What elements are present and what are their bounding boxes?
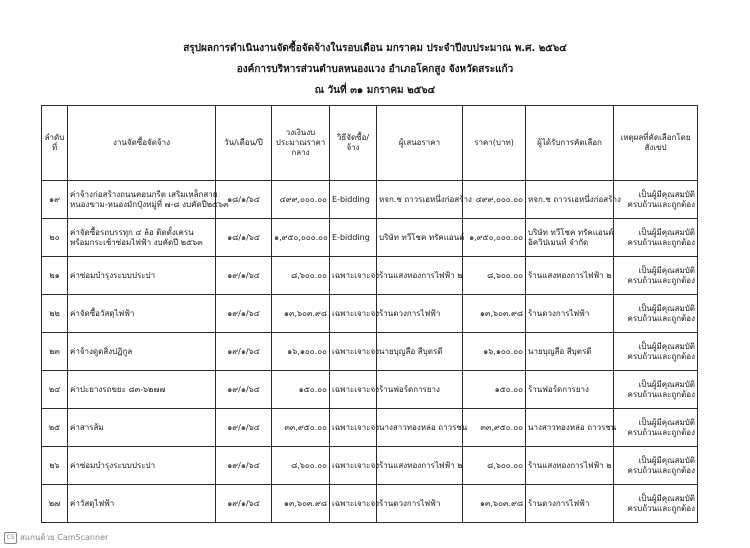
header-date: วัน/เดือน/ปี xyxy=(216,106,272,181)
cell-winner: นางสาวทองหล่อ ถาวรชน xyxy=(526,409,614,447)
table-row xyxy=(42,295,698,333)
cell-reason-line2: ครบถ้วนและถูกต้อง xyxy=(627,389,695,399)
cell-price: ๑๓,๖๐๓.๙๘ xyxy=(463,485,526,523)
cell-winner-line1: บริษัท ทวีโชค ทรัคแอนด์ xyxy=(528,227,614,237)
cell-item: ค่าสารส้ม xyxy=(68,409,216,447)
cell-reason xyxy=(614,371,698,409)
cell-bidder: นายบุญลือ สีบุตรดี xyxy=(377,333,463,371)
cell-reason-line2: ครบถ้วนและถูกต้อง xyxy=(627,275,695,285)
cell-reason xyxy=(614,295,698,333)
cell-price: ๑,๙๕๐,๐๐๐.๐๐ xyxy=(463,219,526,257)
cell-no: ๒๒ xyxy=(42,295,68,333)
cell-reason xyxy=(614,409,698,447)
header-budget: วงเงินงบประมาณราคากลาง xyxy=(272,106,330,181)
table-row xyxy=(42,409,698,447)
cell-reason xyxy=(614,447,698,485)
cell-no: ๑๙ xyxy=(42,181,68,219)
cell-price: ๘,๖๐๐.๐๐ xyxy=(463,257,526,295)
cell-price: ๑๖,๑๐๐.๐๐ xyxy=(463,333,526,371)
cell-no: ๒๖ xyxy=(42,447,68,485)
header-method: วิธีจัดซื้อ/จ้าง xyxy=(330,106,377,181)
scanner-label: สแกนด้วย CamScanner xyxy=(20,533,109,542)
cell-method: เฉพาะเจาะจง xyxy=(330,409,377,447)
table-row xyxy=(42,485,698,523)
cell-bidder: หจก.ช ถาวรเอหนึ่งก่อสร้าง xyxy=(377,181,463,219)
cell-item: ค่าวัสดุไฟฟ้า xyxy=(68,485,216,523)
cell-reason-line2: ครบถ้วนและถูกต้อง xyxy=(627,465,695,475)
cell-price: ๑๓,๖๐๓.๙๘ xyxy=(463,295,526,333)
cell-date: ๑๘/๑/๖๔ xyxy=(216,219,272,257)
header-price: ราคา(บาท) xyxy=(463,106,526,181)
header-bidders: ผู้เสนอราคา xyxy=(377,106,463,181)
cell-price: ๓๓,๙๕๐.๐๐ xyxy=(463,409,526,447)
camscanner-icon: CS xyxy=(4,532,17,544)
cell-item: ค่าปะยางรถขยะ ๘๓-๖๒๗๗ xyxy=(68,371,216,409)
cell-winner: ร้านดวงการไฟฟ้า xyxy=(526,485,614,523)
header-reason: เหตุผลที่คัดเลือกโดยสังเขป xyxy=(614,106,698,181)
cell-reason xyxy=(614,219,698,257)
document-title: สรุปผลการดำเนินงานจัดซื้อจัดจ้างในรอบเดือน มกราคม ประจำปีงบประมาณ พ.ศ. ๒๕๖๔ xyxy=(183,43,567,54)
cell-date: ๑๙/๑/๖๔ xyxy=(216,333,272,371)
cell-no: ๒๔ xyxy=(42,371,68,409)
cell-item-line2: หนองขาม-หนองมักปุ๋งหมู่ที่ ๗-๘ งบคัดปี๒๕๖๓ xyxy=(70,199,229,209)
cell-reason xyxy=(614,181,698,219)
cell-budget: ๘,๖๐๐.๐๐ xyxy=(272,257,330,295)
cell-budget: ๘,๖๐๐.๐๐ xyxy=(272,447,330,485)
cell-item: ค่าจ้างดูดสิ่งปฏิกูล xyxy=(68,333,216,371)
cell-reason xyxy=(614,485,698,523)
table-row xyxy=(42,371,698,409)
header-item: งานจัดซื้อจัดจ้าง xyxy=(68,106,216,181)
cell-reason-line1: เป็นผู้มีคุณสมบัติ xyxy=(638,341,695,351)
cell-budget: ๑๓,๖๐๓.๙๘ xyxy=(272,485,330,523)
cell-winner: หจก.ช ถาวรเอหนึ่งก่อสร้าง xyxy=(526,181,614,219)
cell-item-line1: ค่าจัดซื้อรถบรรทุก ๔ ล้อ ติดตั้งเครน xyxy=(70,227,194,237)
cell-reason-line1: เป็นผู้มีคุณสมบัติ xyxy=(638,189,695,199)
cell-reason-line1: เป็นผู้มีคุณสมบัติ xyxy=(638,227,695,237)
cell-item: ค่าซ่อมบำรุงระบบประปา xyxy=(68,447,216,485)
cell-reason xyxy=(614,257,698,295)
cell-budget: ๔๙๙,๐๐๐.๐๐ xyxy=(272,181,330,219)
cell-winner: ร้านแสงทองการไฟฟ้า ๒ xyxy=(526,447,614,485)
cell-method: เฉพาะเจาะจง xyxy=(330,447,377,485)
cell-bidder: นางสาวทองหล่อ ถาวรชน xyxy=(377,409,463,447)
cell-date: ๑๙/๑/๖๔ xyxy=(216,257,272,295)
table-row xyxy=(42,257,698,295)
cell-method: เฉพาะเจาะจง xyxy=(330,485,377,523)
cell-reason-line1: เป็นผู้มีคุณสมบัติ xyxy=(638,417,695,427)
table-header-row xyxy=(42,106,698,181)
cell-date: ๑๙/๑/๖๔ xyxy=(216,295,272,333)
cell-bidder: บริษัท ทวีโชค ทรัคแอนด์ xyxy=(377,219,463,257)
cell-item xyxy=(68,219,216,257)
cell-method: เฉพาะเจาะจง xyxy=(330,371,377,409)
cell-bidder: ร้านฟอร์ดการยาง xyxy=(377,371,463,409)
cell-bidder: ร้านดวงการไฟฟ้า xyxy=(377,295,463,333)
cell-item: ค่าซ่อมบำรุงระบบประปา xyxy=(68,257,216,295)
cell-reason-line2: ครบถ้วนและถูกต้อง xyxy=(627,427,695,437)
cell-date: ๑๘/๑/๖๔ xyxy=(216,181,272,219)
cell-reason-line2: ครบถ้วนและถูกต้อง xyxy=(627,237,695,247)
cell-bidder: ร้านแสงทองการไฟฟ้า ๒ xyxy=(377,447,463,485)
cell-method: E-bidding xyxy=(330,181,377,219)
cell-method: เฉพาะเจาะจง xyxy=(330,257,377,295)
cell-no: ๒๓ xyxy=(42,333,68,371)
cell-no: ๒๗ xyxy=(42,485,68,523)
cell-price: ๘,๖๐๐.๐๐ xyxy=(463,447,526,485)
cell-bidder: ร้านดวงการไฟฟ้า xyxy=(377,485,463,523)
cell-reason-line1: เป็นผู้มีคุณสมบัติ xyxy=(638,303,695,313)
cell-price: ๔๙๙,๐๐๐.๐๐ xyxy=(463,181,526,219)
cell-date: ๑๙/๑/๖๔ xyxy=(216,409,272,447)
scanner-watermark xyxy=(4,531,108,544)
cell-price: ๑๕๐.๐๐ xyxy=(463,371,526,409)
table-row xyxy=(42,219,698,257)
cell-winner: ร้านแสงทองการไฟฟ้า ๒ xyxy=(526,257,614,295)
cell-item: ค่าจัดซื้อวัสดุไฟฟ้า xyxy=(68,295,216,333)
cell-reason-line2: ครบถ้วนและถูกต้อง xyxy=(627,503,695,513)
cell-winner-line2: อิควิปเมนท์ จำกัด xyxy=(528,237,589,247)
organization-name: องค์การบริหารส่วนตำบลหนองแวง อำเภอโคกสูง จังหวัดสระแก้ว xyxy=(236,64,514,75)
cell-winner: ร้านฟอร์ดการยาง xyxy=(526,371,614,409)
cell-reason-line1: เป็นผู้มีคุณสมบัติ xyxy=(638,379,695,389)
cell-method: เฉพาะเจาะจง xyxy=(330,333,377,371)
cell-reason xyxy=(614,333,698,371)
cell-no: ๒๐ xyxy=(42,219,68,257)
table-row xyxy=(42,447,698,485)
table-row xyxy=(42,181,698,219)
cell-reason-line1: เป็นผู้มีคุณสมบัติ xyxy=(638,265,695,275)
cell-date: ๑๙/๑/๖๔ xyxy=(216,485,272,523)
cell-reason-line1: เป็นผู้มีคุณสมบัติ xyxy=(638,493,695,503)
table-row xyxy=(42,333,698,371)
cell-budget: ๓๓,๙๕๐.๐๐ xyxy=(272,409,330,447)
cell-reason-line2: ครบถ้วนและถูกต้อง xyxy=(627,313,695,323)
cell-item-line1: ค่าจ้างก่อสร้างถนนคอนกรีต เสริมเหล็กสาย xyxy=(70,189,218,199)
cell-bidder: ร้านแสงทองการไฟฟ้า ๒ xyxy=(377,257,463,295)
cell-date: ๑๙/๑/๖๔ xyxy=(216,371,272,409)
cell-method: E-bidding xyxy=(330,219,377,257)
cell-method: เฉพาะเจาะจง xyxy=(330,295,377,333)
cell-no: ๒๑ xyxy=(42,257,68,295)
header-no: ลำดับที่ xyxy=(42,106,68,181)
cell-reason-line2: ครบถ้วนและถูกต้อง xyxy=(627,199,695,209)
cell-budget: ๑๓,๖๐๓.๙๘ xyxy=(272,295,330,333)
cell-winner: นายบุญลือ สีบุตรดี xyxy=(526,333,614,371)
cell-winner: ร้านดวงการไฟฟ้า xyxy=(526,295,614,333)
cell-reason-line1: เป็นผู้มีคุณสมบัติ xyxy=(638,455,695,465)
report-date: ณ วันที่ ๓๑ มกราคม ๒๕๖๔ xyxy=(314,85,436,96)
cell-item-line2: พร้อมกระเช้าซ่อมไฟฟ้า งบคัดปี ๒๕๖๓ xyxy=(70,237,203,247)
cell-winner xyxy=(526,219,614,257)
procurement-table xyxy=(41,105,698,523)
cell-date: ๑๙/๑/๖๔ xyxy=(216,447,272,485)
cell-no: ๒๕ xyxy=(42,409,68,447)
cell-budget: ๑๕๐.๐๐ xyxy=(272,371,330,409)
cell-reason-line2: ครบถ้วนและถูกต้อง xyxy=(627,351,695,361)
cell-budget: ๑๖,๑๐๐.๐๐ xyxy=(272,333,330,371)
cell-budget: ๑,๙๕๐,๐๐๐.๐๐ xyxy=(272,219,330,257)
header-winner: ผู้ได้รับการคัดเลือก xyxy=(526,106,614,181)
cell-item xyxy=(68,181,229,219)
